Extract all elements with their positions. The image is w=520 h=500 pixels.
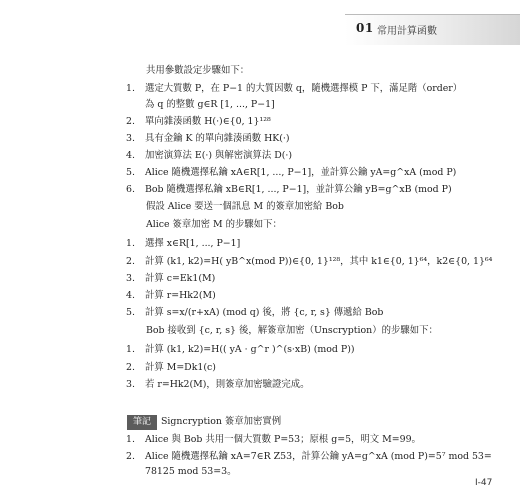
sign-step-4: 計算 r=Hk2(M) — [145, 290, 216, 301]
unsign-step-2-num: 2. — [126, 362, 135, 373]
note-badge: 筆記 — [127, 415, 157, 430]
setup-step-3: 具有金鑰 K 的單向雜湊函數 HK(·) — [145, 133, 290, 144]
setup-step-2: 單向雜湊函數 H(·)∈{0, 1}¹²⁸ — [145, 116, 271, 127]
sign-step-3-num: 3. — [126, 273, 135, 284]
setup-step-4-num: 4. — [126, 150, 135, 161]
unsign-step-1: 計算 (k1, k2)=H(( yA · g^r )^(s·xB) (mod P)) — [145, 344, 355, 355]
sign-step-1: 選擇 x∈R[1, ..., P−1] — [145, 238, 241, 249]
sign-step-5-num: 5. — [126, 307, 135, 318]
example-step-2-num: 2. — [126, 451, 135, 462]
setup-intro: 共用參數設定步驟如下： — [146, 65, 250, 76]
sign-step-3: 計算 c=Ek1(M) — [145, 273, 216, 284]
setup-step-1-num: 1. — [126, 83, 135, 94]
unsign-step-2: 計算 M=Dk1(c) — [145, 362, 216, 373]
assumption-text: 假設 Alice 要送一個訊息 M 的簽章加密給 Bob — [146, 201, 344, 212]
setup-step-1-line1: 選定大質數 P，在 P−1 的大質因數 q，隨機選擇模 P 下，滿足階（order） — [145, 83, 463, 94]
unsign-step-1-num: 1. — [126, 344, 135, 355]
chapter-number: 01 — [356, 21, 374, 35]
example-step-2-line2: 78125 mod 53=3。 — [145, 466, 237, 477]
unsign-step-3: 若 r=Hk2(M)，則簽章加密驗證完成。 — [145, 379, 310, 390]
unsign-step-3-num: 3. — [126, 379, 135, 390]
sign-step-4-num: 4. — [126, 290, 135, 301]
setup-step-4: 加密演算法 E(·) 與解密演算法 D(·) — [145, 150, 293, 161]
setup-step-2-num: 2. — [126, 116, 135, 127]
setup-step-6: Bob 隨機選擇私鑰 xB∈R[1, ..., P−1]，並計算公鑰 yB=g^xB (mod P) — [145, 184, 452, 195]
note-title: Signcryption 簽章加密實例 — [161, 416, 282, 427]
chapter-title: 常用計算函數 — [377, 26, 437, 37]
page-number: I-47 — [475, 478, 493, 488]
unscryption-intro: Bob 接收到 {c, r, s} 後，解簽章加密（Unscryption）的步驟如下： — [146, 325, 438, 336]
sign-intro: Alice 簽章加密 M 的步驟如下： — [146, 219, 282, 230]
setup-step-1-line2: 為 q 的整數 g∈R [1, ..., P−1] — [145, 99, 275, 110]
example-step-2-line1: Alice 隨機選擇私鑰 xA=7∈R Z53，計算公鑰 yA=g^xA (mod P)=5⁷ mod 53= — [145, 451, 492, 462]
setup-step-3-num: 3. — [126, 133, 135, 144]
sign-step-1-num: 1. — [126, 238, 135, 249]
setup-step-6-num: 6. — [126, 184, 135, 195]
sign-step-2-num: 2. — [126, 256, 135, 267]
sign-step-2: 計算 (k1, k2)=H( yB^x(mod P))∈{0, 1}¹²⁸，其中 k1∈{0, 1}⁶⁴，k2∈{0, 1}⁶⁴ — [145, 256, 493, 267]
setup-step-5: Alice 隨機選擇私鑰 xA∈R[1, ..., P−1]，並計算公鑰 yA=g^xA (mod P) — [145, 167, 457, 178]
sign-step-5: 計算 s=x/(r+xA) (mod q) 後，將 {c, r, s} 傳遞給 Bob — [145, 307, 384, 318]
example-step-1: Alice 與 Bob 共用一個大質數 P=53；原根 g=5，明文 M=99。 — [145, 434, 421, 445]
example-step-1-num: 1. — [126, 434, 135, 445]
setup-step-5-num: 5. — [126, 167, 135, 178]
